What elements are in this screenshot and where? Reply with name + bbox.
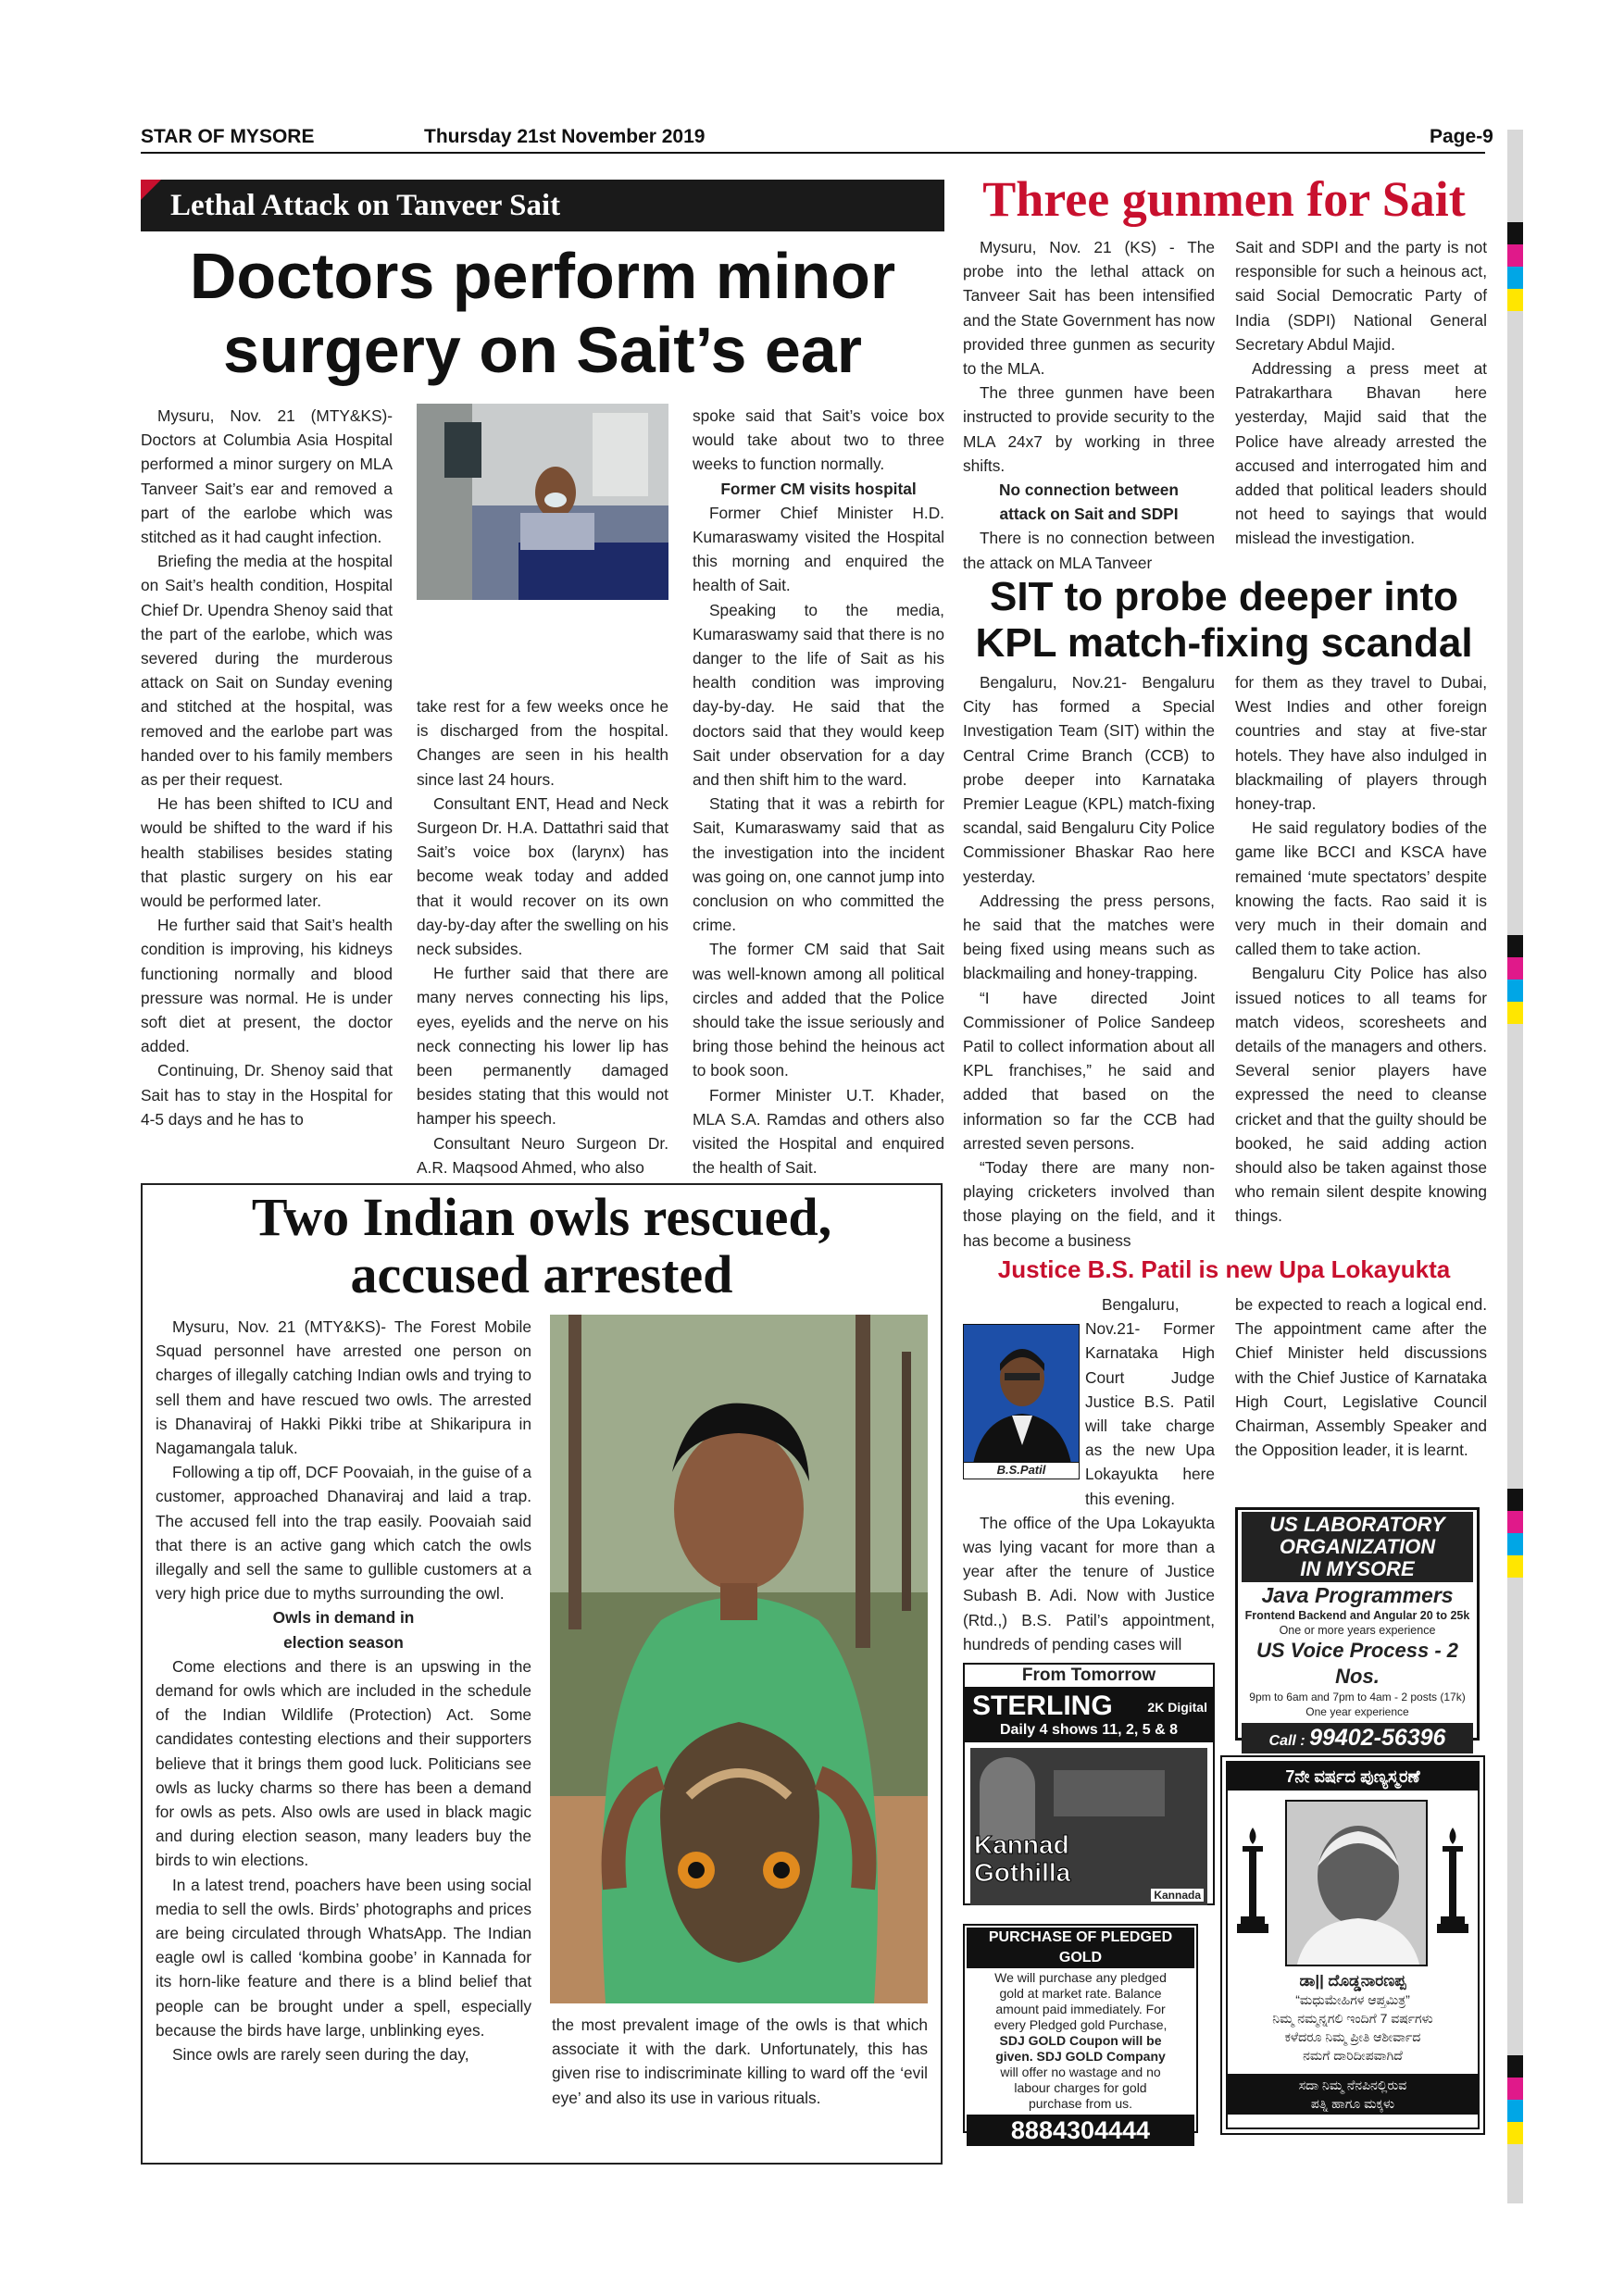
kicker-text: Lethal Attack on Tanveer Sait bbox=[170, 189, 561, 222]
ad-line: From Tomorrow bbox=[965, 1665, 1213, 1689]
memorial-line: ಸದಾ ನಿಮ್ಮ ನೆನಪಿನಲ್ಲಿರುವ bbox=[1298, 2078, 1407, 2092]
paragraph: Addressing a press meet at Patrakarthara Bhavan here yesterday, Majid said that the Police have already arrested the accused and interrogated him and added that political leaders should not heed to sayings that would mislead the investigation. bbox=[1235, 359, 1487, 548]
cinema-banner bbox=[965, 1689, 1213, 1742]
headline-line: SIT to probe deeper into bbox=[989, 574, 1459, 619]
story3-colB bbox=[1235, 670, 1487, 1229]
memorial-line: ನಿಮ್ಮ ನಮ್ಮನ್ನಗಲಿ ಇಂದಿಗೆ 7 ವರ್ಷಗಳು bbox=[1272, 2011, 1433, 2026]
story2-colB bbox=[1235, 235, 1487, 551]
paragraph: Mysuru, Nov. 21 (KS) - The probe into the lethal attack on Tanveer Sait has been intensified and the State Government has now provided three gunmen as security to the MLA. bbox=[963, 238, 1215, 379]
ad-body bbox=[967, 1970, 1194, 2112]
paragraph: He said regulatory bodies of the game like BCCI and KSCA have remained ‘mute spectators’ despite knowing the facts. Rao said it is very much in their domain and called them to take action. bbox=[1235, 818, 1487, 959]
movie-title bbox=[974, 1831, 1070, 1887]
story5-colA bbox=[156, 1315, 531, 2066]
paragraph: spoke said that Sait’s voice box would take about two to three weeks to function normally. bbox=[693, 406, 944, 474]
reg-mark bbox=[1507, 1489, 1523, 1511]
headline-owls bbox=[141, 1189, 943, 1304]
subheading: Former CM visits hospital bbox=[720, 479, 917, 498]
movie-poster bbox=[970, 1748, 1207, 1905]
poster-logo bbox=[1054, 1770, 1165, 1816]
reg-mark bbox=[1507, 2078, 1523, 2100]
paragraph: He further said that Sait’s health condition is improving, his kidneys functioning normally and blood pressure was normal. He is under soft diet at present, the doctor added. bbox=[141, 916, 393, 1056]
paragraph: Addressing the press persons, he said that the matches were being fixed using means such as blackmailing and honey-trapping. bbox=[963, 891, 1215, 983]
ad-call-bar bbox=[1242, 1723, 1473, 1753]
paragraph: Mysuru, Nov. 21 (MTY&KS)- The Forest Mobile Squad personnel have arrested one person on charges of illegally catching Indian owls and trying to sell them and have rescued two owls. The arrested is Dhanaviraj of Hakki Pikki tribe at Shikaripura in Nagamangala taluk. bbox=[156, 1317, 531, 1458]
ad-memorial bbox=[1220, 1755, 1485, 2135]
story3-colA bbox=[963, 670, 1215, 1253]
paragraph: “I have directed Joint Commissioner of Police Sandeep Patil to collect information about all KPL franchises,” he said and added that based on the information so far the CCB had arrested seven persons. bbox=[963, 988, 1215, 1153]
story4-colA bbox=[963, 1292, 1215, 1656]
story1-col2 bbox=[417, 694, 668, 1179]
reg-mark bbox=[1507, 1002, 1523, 1024]
paragraph: Sait and SDPI and the party is not responsible for such a heinous act, said Social Democratic Party of India (SDPI) National General Secretary Abdul Majid. bbox=[1235, 238, 1487, 354]
paragraph: Mysuru, Nov. 21 (MTY&KS)- Doctors at Columbia Asia Hospital performed a minor surgery on MLA Tanveer Sait’s ear and removed a part of the earlobe which was stitched as it had caught infection. bbox=[141, 406, 393, 547]
memorial-photo bbox=[1285, 1800, 1428, 1966]
paragraph: Stating that it was a rebirth for Sait, Kumaraswamy said that as the investigation into the incident was going on, one cannot jump into conclusion on who committed the crime. bbox=[693, 794, 944, 935]
ad-line: We will purchase any pledged bbox=[994, 1970, 1167, 1985]
headline-doctors bbox=[141, 239, 944, 387]
ad-line: amount paid immediately. For bbox=[995, 2002, 1166, 2016]
reg-mark bbox=[1507, 222, 1523, 244]
paragraph: Consultant Neuro Surgeon Dr. A.R. Maqsood Ahmed, who also bbox=[417, 1133, 668, 1177]
headline-line: surgery on Sait’s ear bbox=[223, 314, 862, 386]
paragraph: Following a tip off, DCF Poovaiah, in the guise of a customer, approached Dhanaviraj and laid a trap. The accused fell into the trap easily. Poovaiah said that there is an active gang which catch the owls illegally and sell the same to gullible customers at a very high price due to myths surrounding the owl. bbox=[156, 1463, 531, 1603]
paragraph: The three gunmen have been instructed to provide security to the MLA 24x7 by working in three shifts. bbox=[963, 383, 1215, 475]
ad-line: US Voice Process - 2 Nos. bbox=[1255, 1639, 1459, 1688]
ad-line: purchase from us. bbox=[1028, 2096, 1133, 2111]
ad-line: every Pledged gold Purchase, bbox=[993, 2017, 1168, 2032]
headline-sit bbox=[963, 574, 1485, 667]
paragraph: “Today there are many non-playing cricketers involved than those playing on the field, and it has become a business bbox=[963, 1158, 1215, 1250]
memorial-line: ಪತ್ನಿ ಹಾಗೂ ಮಕ್ಕಳು bbox=[1310, 2096, 1395, 2111]
paragraph: Bengaluru, Nov.21- Bengaluru City has formed a Special Investigation Team (SIT) within the Central Crime Branch (CCB) to probe deeper into Karnataka Premier League (KPL) match-fixing scandal, said Bengaluru City Police Commissioner Bhaskar Rao here yesterday. bbox=[963, 673, 1215, 886]
story2-colA bbox=[963, 235, 1215, 575]
ad-line: gold at market rate. Balance bbox=[999, 1986, 1162, 2001]
hospital-photo bbox=[417, 404, 668, 600]
ad-us-laboratory bbox=[1235, 1507, 1480, 1751]
ad-title: PURCHASE OF PLEDGED GOLD bbox=[967, 1928, 1194, 1968]
kicker-bar bbox=[141, 180, 944, 231]
registration-strip bbox=[1507, 130, 1523, 2203]
paragraph: take rest for a few weeks once he is discharged from the hospital. Changes are seen in his health since last 24 hours. bbox=[417, 697, 668, 789]
ad-line: SDJ GOLD Coupon will be bbox=[999, 2033, 1162, 2048]
subheading: Owls in demand in bbox=[272, 1608, 415, 1628]
headline-line: Doctors perform minor bbox=[189, 240, 896, 312]
ad-line: IN MYSORE bbox=[1300, 1557, 1415, 1580]
paragraph: Former Chief Minister H.D. Kumaraswamy visited the Hospital this morning and enquired the health of Sait. bbox=[693, 503, 944, 595]
paragraph: Continuing, Dr. Shenoy said that Sait has to stay in the Hospital for 4-5 days and he has to bbox=[141, 1061, 393, 1129]
story1-col3 bbox=[693, 404, 944, 1180]
paragraph: Come elections and there is an upswing in the demand for owls which are included in the schedule of the Indian Wildlife (Protection) Act. Some candidates contesting elections and their supporters believe that it brings them good luck. Politicians see owls as lucky charms so there has been a demand for owls as pets. Also owls are used in black magic and during election season, many leaders buy the birds to win elections. bbox=[156, 1656, 531, 1870]
headline-gunmen: Three gunmen for Sait bbox=[982, 171, 1466, 227]
headline-line: accused arrested bbox=[350, 1244, 733, 1304]
paragraph: The former CM said that Sait was well-known among all political circles and added that the Police should take the issue seriously and bring those behind the heinous act to book soon. bbox=[693, 940, 944, 1080]
story4-colB bbox=[1235, 1292, 1487, 1462]
paper-name: STAR OF MYSORE bbox=[141, 126, 315, 147]
paragraph: The office of the Upa Lokayukta was lying vacant for more than a year after the tenure of Justice Subash B. Adi. Now with Justice (Rtd.,) B.S. Patil’s appointment, hundreds of pending cases will bbox=[963, 1513, 1215, 1653]
paragraph: be expected to reach a logical end. The appointment came after the Chief Minister held discussions with the Chief Justice of Karnataka High Court, Legislative Council Chairman, Assembly Speaker and the Opposition leader, it is learnt. bbox=[1235, 1295, 1487, 1460]
paragraph: Speaking to the media, Kumaraswamy said that there is no danger to the life of Sait as his health condition was improving day-by-day. He said that the doctors said that they would keep Sait under observation for a day and then shift him to the ward. bbox=[693, 600, 944, 790]
language-label: Kannada bbox=[1151, 1889, 1204, 1902]
memorial-title: 7ನೇ ವರ್ಷದ ಪುಣ್ಯಸ್ಮರಣೆ bbox=[1228, 1763, 1478, 1791]
ad-line: One or more years experience bbox=[1279, 1624, 1436, 1637]
reg-mark bbox=[1507, 289, 1523, 311]
paragraph: He has been shifted to ICU and would be shifted to the ward if his health stabilises besides stating that plastic surgery on his ear would be performed later. bbox=[141, 794, 393, 911]
ad-line: labour charges for gold bbox=[1014, 2080, 1147, 2095]
reg-mark bbox=[1507, 2100, 1523, 2122]
paragraph: Since owls are rarely seen during the day, bbox=[172, 2045, 469, 2065]
reg-mark bbox=[1507, 935, 1523, 957]
reg-mark bbox=[1507, 957, 1523, 980]
shows-label: Daily 4 shows 11, 2, 5 & 8 bbox=[999, 1722, 1179, 1738]
reg-mark bbox=[1507, 2122, 1523, 2144]
memorial-sub: “ಮಧುಮೇಹಿಗಳ ಆಪ್ತಮಿತ್ರ” bbox=[1295, 1992, 1410, 2007]
story4-text bbox=[963, 1292, 1215, 1656]
lamp-left-icon bbox=[1237, 1828, 1268, 1939]
ad-line: ORGANIZATION bbox=[1279, 1535, 1436, 1558]
ad-pledged-gold bbox=[963, 1924, 1198, 2144]
paragraph: Consultant ENT, Head and Neck Surgeon Dr. H.A. Dattathri said that Sait’s voice box (larynx) has become weak today and added that it would recover on its own day-by-day after the swelling on his neck subsides. bbox=[417, 793, 668, 959]
poster-figure bbox=[980, 1757, 1035, 1841]
format-label: 2K Digital bbox=[1147, 1700, 1207, 1715]
owl-photo bbox=[550, 1315, 928, 2003]
paragraph: Bengaluru, Nov.21- Former Karnataka High Court Judge Justice B.S. Patil will take charge as the new Upa Lokayukta here this evening. bbox=[1085, 1295, 1215, 1508]
subheading: No connection between bbox=[999, 480, 1179, 500]
kicker-red-corner bbox=[141, 180, 161, 200]
photo-caption: B.S.Patil bbox=[964, 1462, 1079, 1479]
reg-mark bbox=[1507, 980, 1523, 1002]
float-spacer bbox=[963, 1320, 1085, 1504]
paragraph: There is no connection between the attack on MLA Tanveer bbox=[963, 529, 1215, 572]
title-line: Gothilla bbox=[974, 1858, 1071, 1887]
reg-mark bbox=[1507, 1511, 1523, 1533]
paragraph: He further said that there are many nerves connecting his lips, eyes, eyelids and the nerve on his neck connecting his lower lip has been permanently damaged besides stating that this would not hamper his speech. bbox=[417, 964, 668, 1129]
memorial-name: ಡಾ|| ದೊಡ್ಡನಾರಣಪ್ಪ bbox=[1299, 1972, 1406, 1990]
reg-mark bbox=[1507, 244, 1523, 267]
paragraph: Bengaluru City Police has also issued notices to all teams for match videos, scoresheets and details of the managers and others. Several senior players have expressed the need to cleanse cricket and that the guilty should be booked, he said adding action should also be taken against those who remain silent despite knowing things. bbox=[1235, 964, 1487, 1226]
title-line: Kannad bbox=[974, 1830, 1069, 1859]
call-label: Call : bbox=[1268, 1733, 1305, 1749]
ad-line: given. SDJ GOLD Company bbox=[995, 2049, 1166, 2064]
ad-line: will offer no wastage and no bbox=[1000, 2065, 1161, 2079]
reg-mark bbox=[1507, 2055, 1523, 2078]
paragraph: for them as they travel to Dubai, West Indies and other foreign countries and stay at five-star hotels. They have also indulged in blackmailing of players through honey-trap. bbox=[1235, 673, 1487, 814]
ad-line: One year experience bbox=[1305, 1705, 1409, 1718]
masthead-rule bbox=[141, 152, 1485, 154]
reg-mark bbox=[1507, 1533, 1523, 1555]
headline-line: Two Indian owls rescued, bbox=[251, 1187, 832, 1247]
page-number: Page-9 bbox=[1430, 126, 1493, 147]
paragraph: Briefing the media at the hospital on Sait’s health condition, Hospital Chief Dr. Upendra Shenoy said that the part of the earlobe, which was severed during the murderous attack on Sait on Sunday evening and stitched at the hospital, was removed and the earlobe part was handed over to his family members as per their request. bbox=[141, 552, 393, 790]
headline-line: KPL match-fixing scandal bbox=[975, 620, 1473, 666]
theatre-name: STERLING bbox=[972, 1691, 1113, 1721]
paragraph: the most prevalent image of the owls is that which associate it with the dark. Unfortunately, this has given rise to indiscriminate killing to ward off the ‘evil eye’ and also its use in various rituals. bbox=[552, 2015, 928, 2107]
headline-upa-lokayukta: Justice B.S. Patil is new Upa Lokayukta bbox=[997, 1255, 1451, 1283]
ad-line: 9pm to 6am and 7pm to 4am - 2 posts (17k) bbox=[1249, 1691, 1466, 1703]
ad-line: Frontend Backend and Angular 20 to 25k bbox=[1244, 1609, 1470, 1622]
ad-line: Java Programmers bbox=[1261, 1583, 1454, 1607]
paragraph: In a latest trend, poachers have been using social media to sell the owls. Birds’ photographs and prices are being circulated through WhatsApp. The Indian eagle owl is called ‘kombina goobe’ in Kannada for its horn-like feature and there is a blind belief that people can be brought under a spell, especially because the birds have large, unblinking eyes. bbox=[156, 1875, 531, 2040]
ad-sterling-cinema bbox=[963, 1663, 1215, 1905]
story1-col1 bbox=[141, 404, 393, 1131]
phone-number: 8884304444 bbox=[967, 2115, 1194, 2146]
reg-mark bbox=[1507, 267, 1523, 289]
story5-colB bbox=[552, 2013, 928, 2110]
phone-number: 99402-56396 bbox=[1309, 1725, 1446, 1751]
memorial-text bbox=[1228, 1972, 1478, 2115]
ad-line: US LABORATORY bbox=[1269, 1513, 1445, 1536]
memorial-line: ಕಳೆದರೂ ನಿಮ್ಮ ಪ್ರೀತಿ ಆಶೀರ್ವಾದ bbox=[1284, 2029, 1421, 2044]
subheading: election season bbox=[283, 1632, 404, 1652]
issue-date: Thursday 21st November 2019 bbox=[424, 126, 706, 147]
reg-mark bbox=[1507, 1555, 1523, 1578]
paragraph: Former Minister U.T. Khader, MLA S.A. Ramdas and others also visited the Hospital and enquired the health of Sait. bbox=[693, 1085, 944, 1178]
memorial-footer bbox=[1228, 2074, 1478, 2115]
lamp-right-icon bbox=[1437, 1828, 1468, 1939]
subheading: attack on Sait and SDPI bbox=[999, 505, 1179, 524]
memorial-line: ನಮಗೆ ದಾರಿದೀಪವಾಗಿದೆ bbox=[1303, 2048, 1403, 2063]
